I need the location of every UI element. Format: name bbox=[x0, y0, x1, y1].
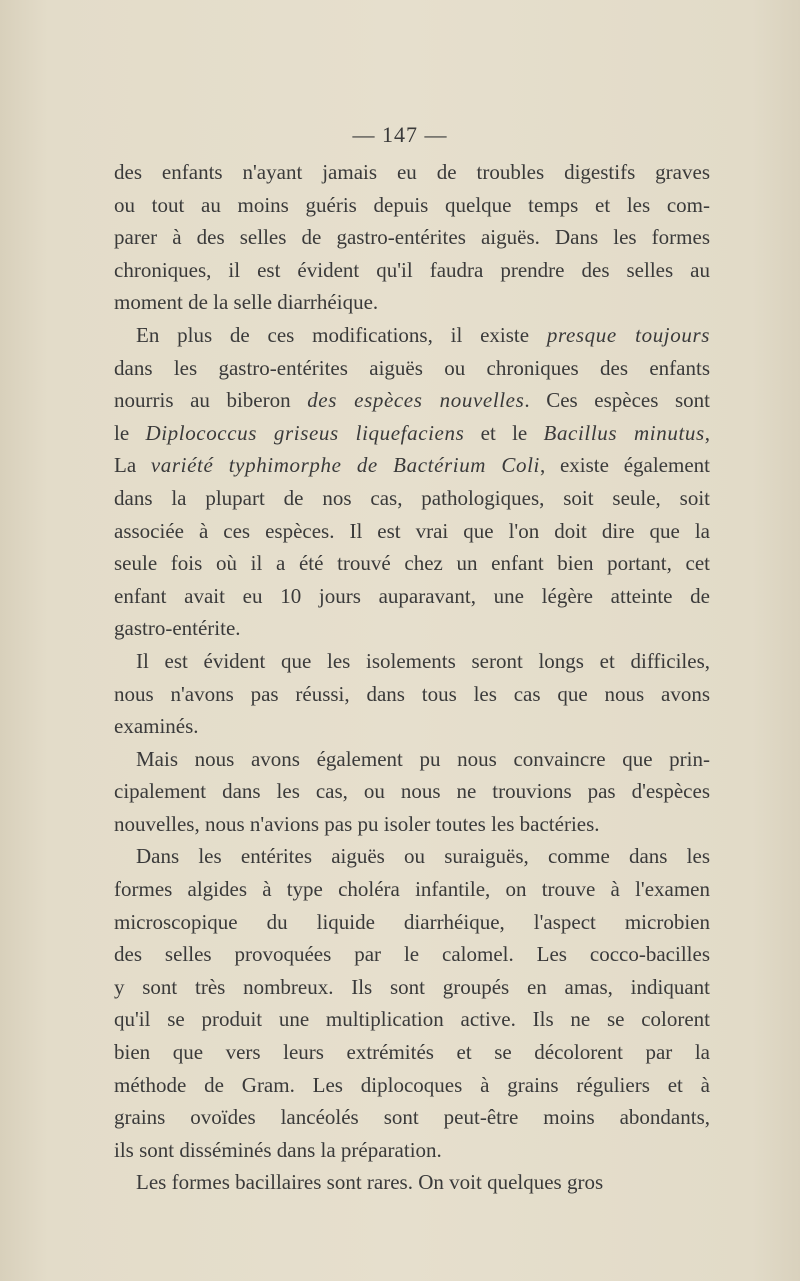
text-segment: et le bbox=[464, 420, 544, 445]
text-line bbox=[114, 1003, 710, 1036]
text-line bbox=[114, 580, 710, 613]
text-segment: moment de la selle diarrhéique. bbox=[114, 290, 379, 315]
body-text bbox=[114, 156, 710, 1199]
text-segment: Les formes bacillaires sont rares. On voit quelques gros bbox=[136, 1170, 604, 1195]
text-line bbox=[114, 352, 710, 385]
text-segment: nourris au biberon bbox=[114, 388, 308, 413]
text-segment: gastro-entérite. bbox=[114, 616, 241, 641]
text-line bbox=[114, 1134, 710, 1167]
text-segment: La bbox=[114, 453, 151, 478]
text-segment: Mais nous avons également pu nous convaincre que prin- bbox=[136, 746, 710, 771]
text-line bbox=[114, 449, 710, 482]
text-line bbox=[114, 189, 710, 222]
text-line bbox=[114, 1166, 710, 1199]
text-line bbox=[114, 612, 710, 645]
text-segment: des selles provoquées par le calomel. Les cocco-bacilles bbox=[114, 942, 710, 967]
text-segment: formes algides à type choléra infantile, on trouve à l'examen bbox=[114, 877, 710, 902]
text-line bbox=[114, 515, 710, 548]
text-segment: y sont très nombreux. Ils sont groupés en amas, indiquant bbox=[114, 974, 710, 999]
text-line bbox=[114, 873, 710, 906]
text-segment: examinés. bbox=[114, 714, 199, 739]
text-segment: associée à ces espèces. Il est vrai que l'on doit dire que la bbox=[114, 518, 710, 543]
text-segment: ils sont disséminés dans la préparation. bbox=[114, 1137, 442, 1162]
italic-text: presque toujours bbox=[546, 322, 710, 347]
text-segment: enfant avait eu 10 jours auparavant, une légère atteinte de bbox=[114, 583, 710, 608]
text-line bbox=[114, 840, 710, 873]
text-segment: En plus de ces modifications, il existe bbox=[136, 322, 547, 347]
text-line bbox=[114, 906, 710, 939]
text-line bbox=[114, 547, 710, 580]
text-line bbox=[114, 971, 710, 1004]
text-segment: méthode de Gram. Les diplocoques à grains réguliers et à bbox=[114, 1072, 710, 1097]
text-line bbox=[114, 384, 710, 417]
text-segment: des enfants n'ayant jamais eu de troubles digestifs graves bbox=[114, 160, 710, 184]
text-line bbox=[114, 645, 710, 678]
text-line bbox=[114, 221, 710, 254]
text-line bbox=[114, 678, 710, 711]
text-segment: seule fois où il a été trouvé chez un enfant bien portant, cet bbox=[114, 551, 710, 576]
text-line bbox=[114, 1036, 710, 1069]
text-segment: , bbox=[704, 420, 711, 445]
text-line bbox=[114, 156, 710, 189]
text-segment: dans les gastro-entérites aiguës ou chroniques des enfants bbox=[114, 355, 710, 380]
text-segment: , existe également bbox=[539, 453, 710, 478]
text-segment: le bbox=[114, 420, 146, 445]
text-segment: microscopique du liquide diarrhéique, l'aspect microbien bbox=[114, 909, 710, 934]
text-segment: cipalement dans les cas, ou nous ne trouvions pas d'espèces bbox=[114, 779, 710, 804]
text-line bbox=[114, 254, 710, 287]
italic-text: des espèces nouvelles bbox=[307, 388, 525, 413]
text-segment: nous n'avons pas réussi, dans tous les cas que nous avons bbox=[114, 681, 710, 706]
text-segment: grains ovoïdes lancéolés sont peut-être moins abondants, bbox=[114, 1105, 710, 1130]
text-segment: . Ces espèces sont bbox=[524, 388, 711, 413]
text-segment: Il est évident que les isolements seront longs et difficiles, bbox=[136, 648, 710, 673]
text-segment: nouvelles, nous n'avions pas pu isoler toutes les bactéries. bbox=[114, 811, 600, 836]
text-line bbox=[114, 417, 710, 450]
italic-text: Bacillus minutus bbox=[543, 420, 705, 445]
text-line bbox=[114, 743, 710, 776]
text-line bbox=[114, 1101, 710, 1134]
text-line bbox=[114, 710, 710, 743]
italic-text: Diplococcus griseus liquefaciens bbox=[145, 420, 465, 445]
text-line bbox=[114, 482, 710, 515]
text-line bbox=[114, 938, 710, 971]
text-line bbox=[114, 286, 710, 319]
text-line bbox=[114, 775, 710, 808]
text-line bbox=[114, 808, 710, 841]
text-line bbox=[114, 319, 710, 352]
text-segment: bien que vers leurs extrémités et se décolorent par la bbox=[114, 1040, 710, 1065]
text-segment: chroniques, il est évident qu'il faudra prendre des selles au bbox=[114, 257, 710, 282]
text-segment: ou tout au moins guéris depuis quelque temps et les com- bbox=[114, 192, 710, 217]
text-segment: dans la plupart de nos cas, pathologiques, soit seule, soit bbox=[114, 485, 710, 510]
text-segment: Dans les entérites aiguës ou suraiguës, comme dans les bbox=[136, 844, 710, 869]
text-line bbox=[114, 1069, 710, 1102]
italic-text: variété typhimorphe de Bactérium Coli bbox=[150, 453, 540, 478]
text-segment: qu'il se produit une multiplication active. Ils ne se colorent bbox=[114, 1007, 710, 1032]
text-segment: parer à des selles de gastro-entérites aiguës. Dans les formes bbox=[114, 225, 710, 250]
page-number: — 147 — bbox=[352, 122, 448, 147]
